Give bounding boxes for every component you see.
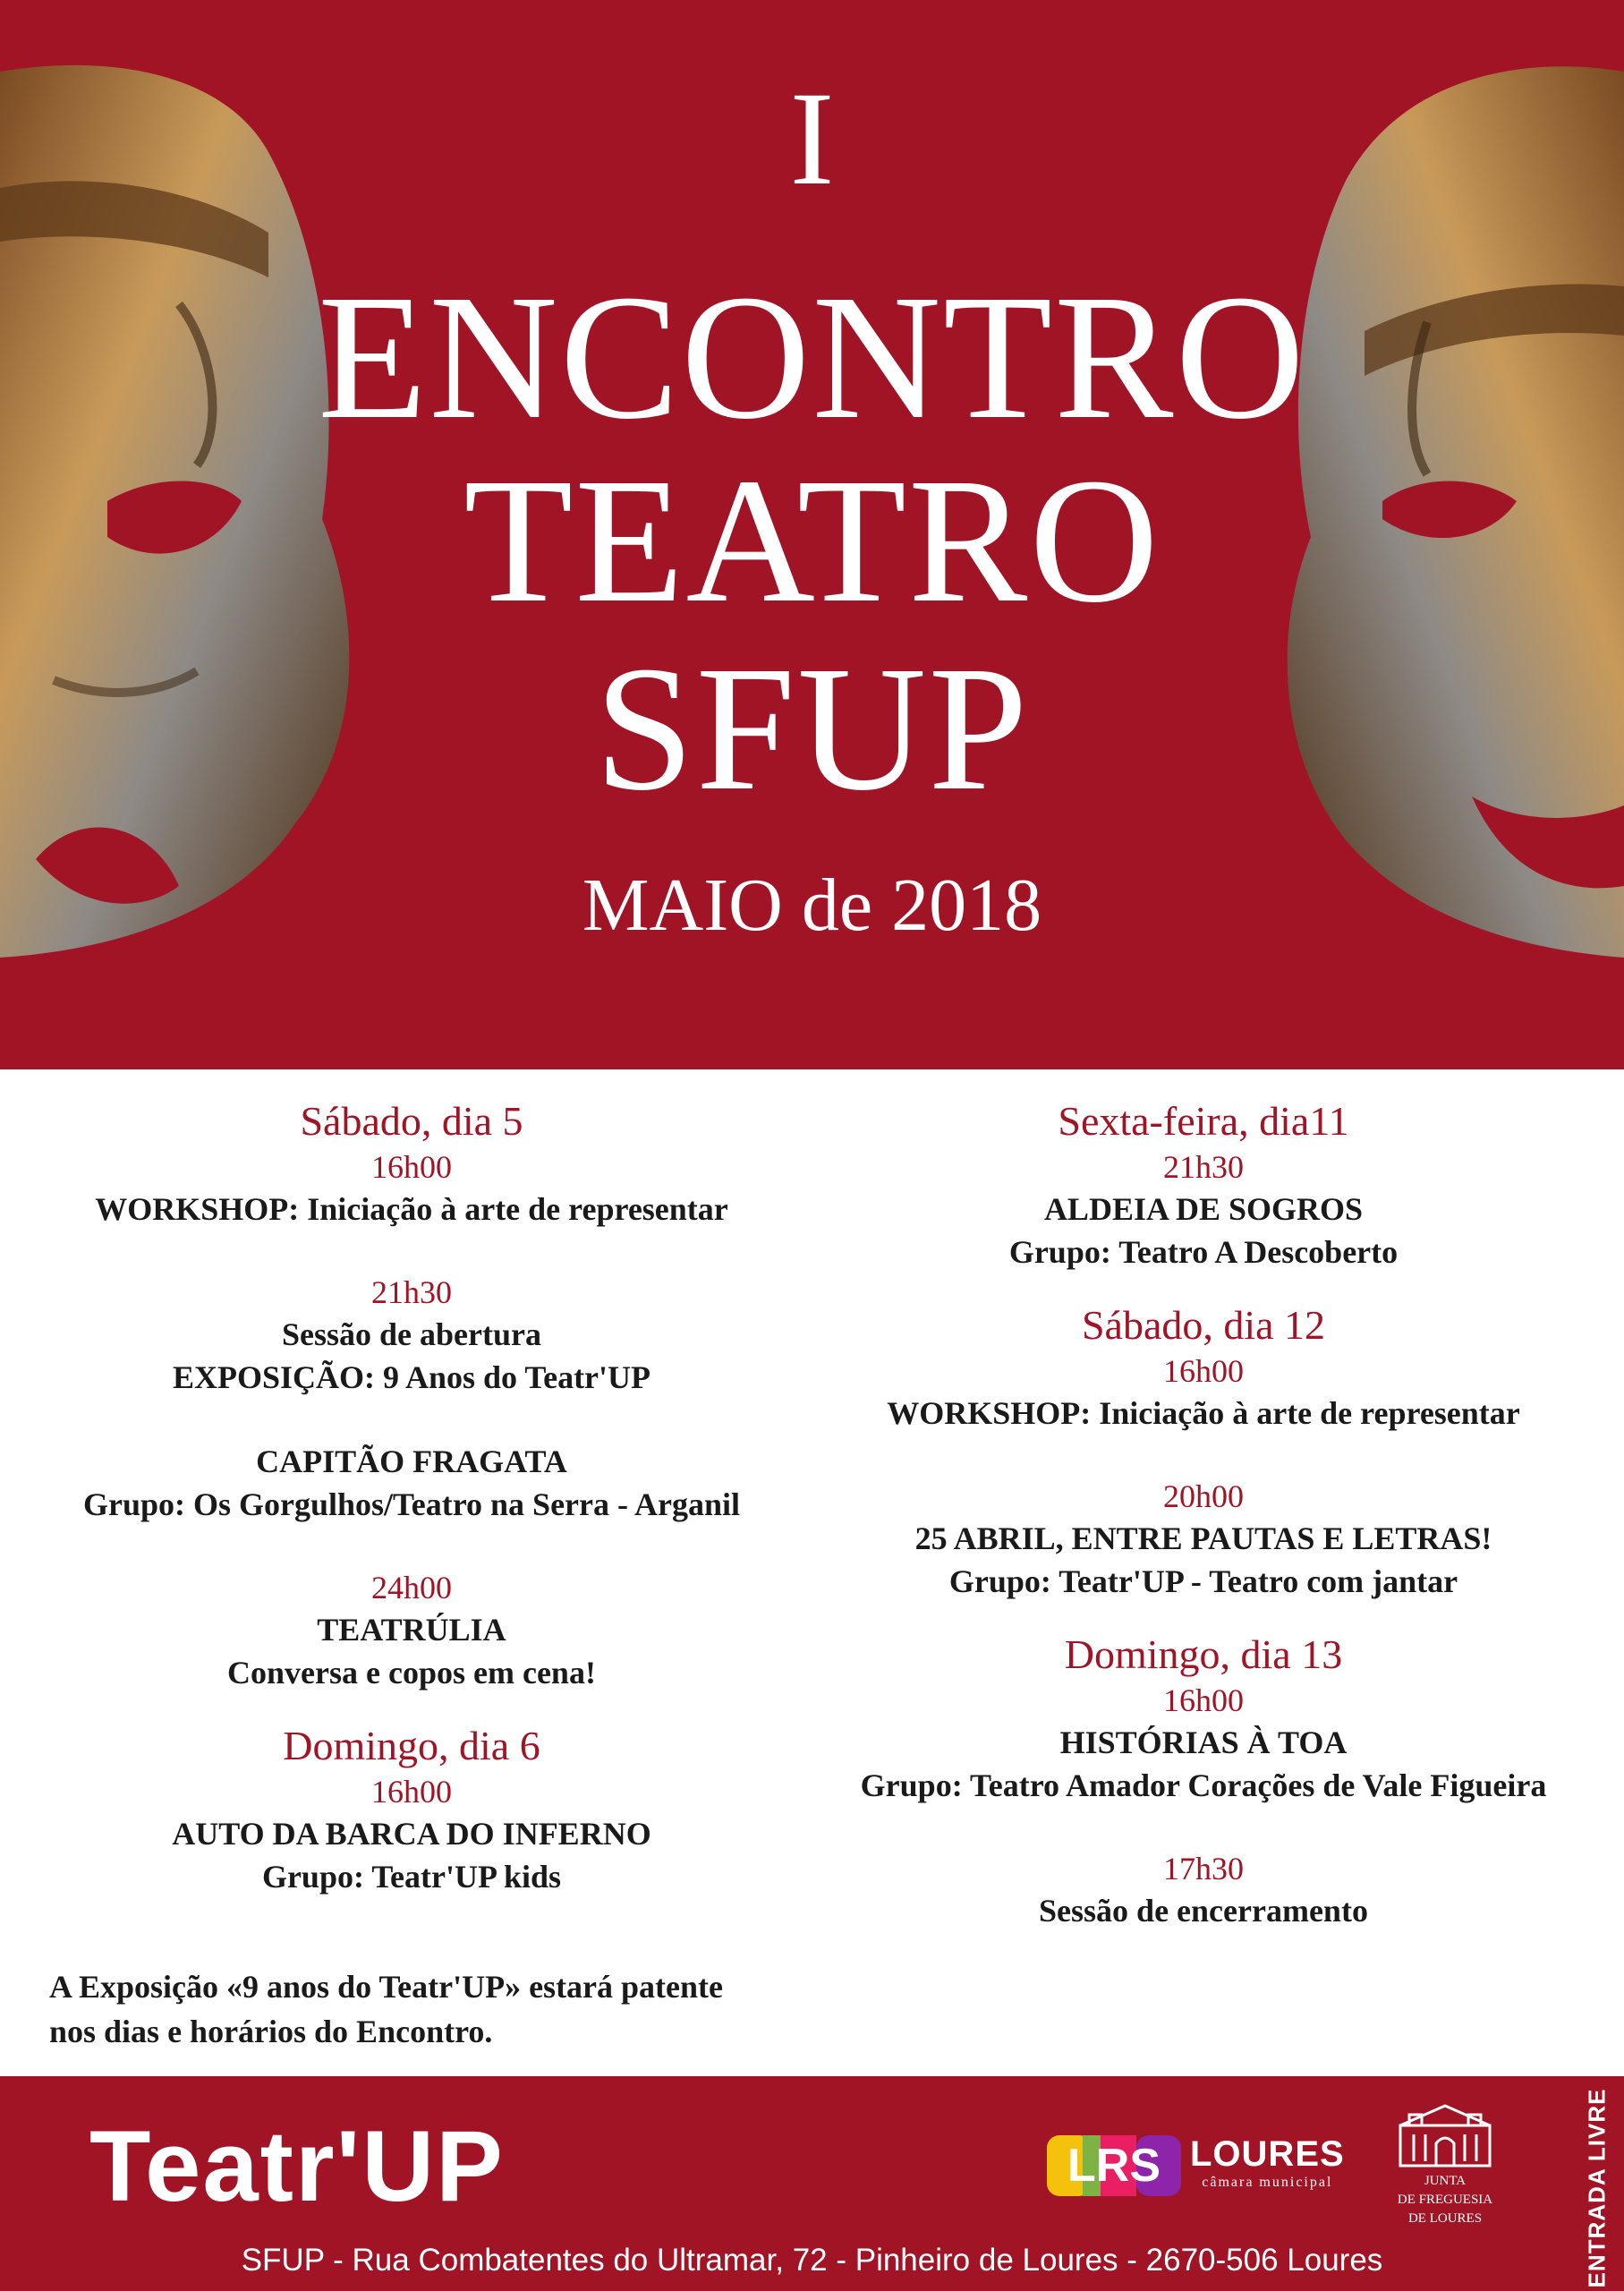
title-numeral: I [789,64,835,213]
event-group: Grupo: Teatr'UP kids [261,1859,562,1895]
event-title: WORKSHOP: Iniciação à arte de representar [95,1191,728,1227]
event-title: ALDEIA DE SOGROS [1043,1191,1364,1227]
event-title: AUTO DA BARCA DO INFERNO [172,1816,651,1852]
event-time: 20h00 [1163,1478,1244,1514]
event-group: Grupo: Os Gorgulhos/Teatro na Serra - Arganil [82,1486,741,1522]
day-heading: Domingo, dia 6 [283,1723,540,1768]
loures-subtitle: câmara municipal [1202,2175,1333,2190]
event-time: 21h30 [1163,1149,1244,1185]
event-title: WORKSHOP: Iniciação à arte de representar [887,1395,1520,1431]
event-title: CAPITÃO FRAGATA [256,1444,567,1479]
venue-address: SFUP - Rua Combatentes do Ultramar, 72 - Pinheiro de Loures - 2670-506 Loures [241,2243,1383,2278]
event-time: 16h00 [1163,1353,1244,1389]
event-time: 16h00 [1163,1682,1244,1718]
junta-line: JUNTA [1424,2174,1467,2188]
junta-building-icon [1391,2099,1499,2170]
event-title: 25 ABRIL, ENTRE PAUTAS E LETRAS! [914,1520,1492,1556]
day-heading: Sábado, dia 12 [1081,1302,1326,1348]
title-line-teatro: TEATRO [463,442,1161,640]
event-group: Grupo: Teatro Amador Corações de Vale Figueira [860,1767,1547,1803]
camara-municipal-logo [1190,2134,1345,2192]
day-heading: Domingo, dia 13 [1064,1631,1343,1677]
loures-name: LOURES [1190,2134,1345,2174]
free-entry-text: ENTRADA LIVRE [1583,2088,1611,2288]
teatrup-logo: Teatr'UP [89,2110,505,2222]
day-heading: Sexta-feira, dia11 [1058,1098,1349,1144]
event-time: 17h30 [1163,1851,1244,1886]
event-title: Sessão de abertura [282,1316,541,1352]
day-heading: Sábado, dia 5 [300,1098,523,1144]
event-time: 16h00 [371,1774,452,1810]
poster-header [0,0,1624,1069]
event-title: TEATRÚLIA [317,1612,506,1648]
event-title: HISTÓRIAS À TOA [1059,1725,1348,1760]
event-date: MAIO de 2018 [582,864,1042,947]
lrs-logo-text: LRS [1067,2140,1161,2192]
junta-line: DE LOURES [1407,2211,1483,2226]
event-time: 24h00 [371,1570,452,1605]
exhibition-note [49,1964,855,2054]
event-time: 16h00 [371,1149,452,1185]
junta-freguesia-logo [1382,2099,1508,2227]
note-line: A Exposição «9 anos do Teatr'UP» estará patente [49,1969,724,2005]
program-right-column [810,1096,1597,1932]
program-left-column [36,1096,787,1898]
lrs-logo-icon [1047,2130,1181,2202]
junta-line: DE FREGUESIA [1397,2193,1493,2207]
event-title: Sessão de encerramento [1039,1893,1368,1929]
title-line-encontro: ENCONTRO [318,259,1306,456]
note-line: nos dias e horários do Encontro. [49,2014,493,2049]
event-title: EXPOSIÇÃO: 9 Anos do Teatr'UP [172,1359,651,1395]
title-line-sfup: SFUP [594,630,1030,828]
event-group: Grupo: Teatro A Descoberto [1008,1234,1399,1270]
event-subtitle: Conversa e copos em cena! [227,1655,596,1691]
event-time: 21h30 [371,1274,452,1310]
event-group: Grupo: Teatr'UP - Teatro com jantar [948,1563,1458,1599]
